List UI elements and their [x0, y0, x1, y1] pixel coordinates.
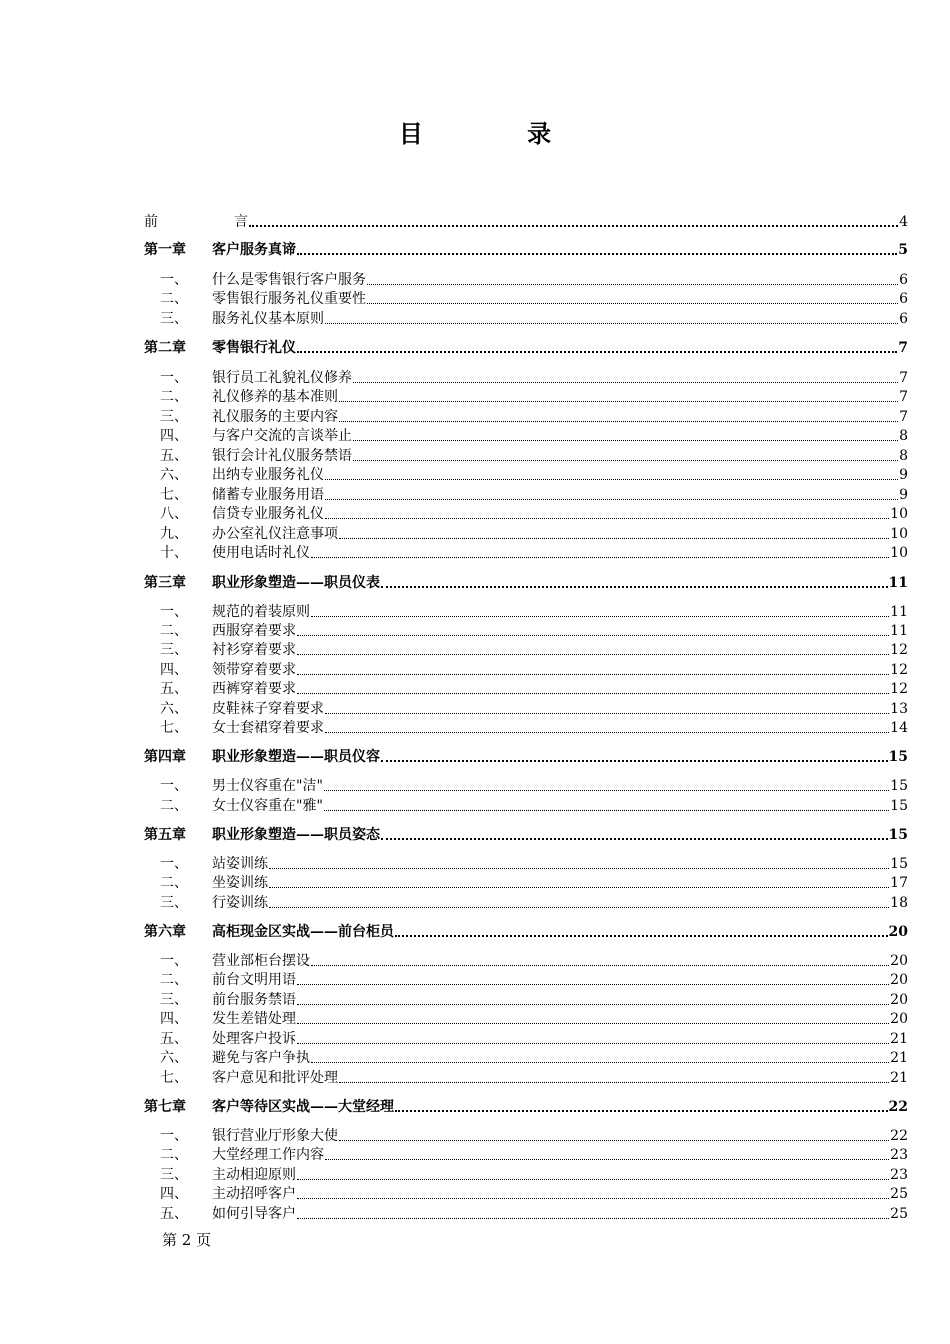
toc-section-entry[interactable] [144, 991, 908, 1009]
toc-entry-number: 第六章 [144, 924, 186, 940]
toc-chapter-entry[interactable] [144, 339, 908, 357]
toc-entry-number: 四、 [160, 1186, 188, 1202]
toc-entry-label: 礼仪修养的基本准则 [212, 389, 338, 405]
toc-entry-label: 什么是零售银行客户服务 [212, 272, 366, 288]
toc-entry-number: 六、 [160, 701, 188, 717]
toc-entry-number: 二、 [160, 1147, 188, 1163]
toc-section-entry[interactable] [144, 680, 908, 698]
toc-entry-number: 四、 [160, 662, 188, 678]
toc-entry-number: 一、 [160, 953, 188, 969]
toc-entry-page: 6 [899, 311, 908, 327]
toc-chapter-entry[interactable] [144, 241, 908, 259]
toc-entry-label: 礼仪服务的主要内容 [212, 409, 338, 425]
toc-entry-label: 女士套裙穿着要求 [212, 720, 324, 736]
toc-leader-dots [353, 382, 898, 383]
toc-leader-dots [339, 401, 898, 402]
toc-entry-number: 二、 [160, 972, 188, 988]
toc-section-entry[interactable] [144, 1049, 908, 1067]
toc-leader-dots [353, 440, 898, 441]
toc-entry-label: 西服穿着要求 [212, 623, 296, 639]
toc-entry-page: 25 [890, 1186, 908, 1202]
toc-leader-dots [311, 965, 889, 966]
toc-entry-number: 第三章 [144, 575, 186, 591]
toc-entry-number: 三、 [160, 311, 188, 327]
toc-section-entry[interactable] [144, 700, 908, 718]
toc-leader-dots [325, 499, 898, 500]
toc-chapter-entry[interactable] [144, 923, 908, 941]
toc-section-entry[interactable] [144, 1146, 908, 1164]
toc-entry-label: 与客户交流的言谈举止 [212, 428, 352, 444]
toc-entry-number: 七、 [160, 1070, 188, 1086]
toc-entry-page: 21 [890, 1031, 908, 1047]
toc-leader-dots [297, 351, 897, 353]
toc-leader-dots [297, 1023, 889, 1024]
toc-entry-page: 15 [890, 798, 908, 814]
toc-entry-label: 前台文明用语 [212, 972, 296, 988]
toc-entry-page: 9 [899, 487, 908, 503]
toc-entry-page: 9 [899, 467, 908, 483]
toc-leader-dots [381, 586, 888, 588]
toc-entry-number: 二、 [160, 623, 188, 639]
toc-section-entry[interactable] [144, 1166, 908, 1184]
toc-entry-label: 主动相迎原则 [212, 1167, 296, 1183]
toc-leader-dots [324, 810, 889, 811]
toc-leader-dots [297, 253, 897, 255]
toc-entry-page: 4 [899, 214, 908, 230]
toc-entry-page: 22 [890, 1128, 908, 1144]
toc-section-entry[interactable] [144, 719, 908, 737]
toc-section-entry[interactable] [144, 894, 908, 912]
toc-entry-label: 前台服务禁语 [212, 992, 296, 1008]
toc-entry-label: 银行员工礼貌礼仪修养 [212, 370, 352, 386]
toc-leader-dots [381, 838, 888, 840]
toc-chapter-entry[interactable] [144, 826, 908, 844]
toc-entry-label: 衬衫穿着要求 [212, 642, 296, 658]
toc-entry-label: 高柜现金区实战——前台柜员 [212, 924, 394, 940]
toc-entry-number: 五、 [160, 681, 188, 697]
toc-leader-dots [297, 693, 889, 694]
toc-entry-number: 一、 [160, 778, 188, 794]
toc-leader-dots [297, 654, 889, 655]
toc-entry-number: 五、 [160, 448, 188, 464]
toc-section-entry[interactable] [144, 388, 908, 406]
toc-entry-label: 客户等待区实战——大堂经理 [212, 1099, 394, 1115]
toc-entry-label: 客户意见和批评处理 [212, 1070, 338, 1086]
toc-entry-label: 言 [234, 214, 248, 230]
toc-entry-label: 职业形象塑造——职员仪表 [212, 575, 380, 591]
toc-entry-page: 10 [890, 526, 908, 542]
toc-entry-page: 11 [890, 623, 908, 639]
toc-leader-dots [353, 460, 898, 461]
toc-entry-label: 银行营业厅形象大使 [212, 1128, 338, 1144]
toc-entry-number: 三、 [160, 409, 188, 425]
toc-entry-page: 15 [888, 749, 908, 765]
toc-leader-dots [395, 1110, 888, 1112]
toc-chapter-entry[interactable] [144, 574, 908, 592]
toc-entry-label: 站姿训练 [212, 856, 268, 872]
toc-leader-dots [325, 1159, 889, 1160]
toc-leader-dots [325, 732, 889, 733]
toc-section-entry[interactable] [144, 1205, 908, 1223]
toc-entry-label: 女士仪容重在"雅" [212, 798, 323, 814]
toc-entry-page: 11 [888, 575, 908, 591]
toc-leader-dots [297, 1179, 889, 1180]
toc-entry-label: 处理客户投诉 [212, 1031, 296, 1047]
toc-entry-number: 六、 [160, 467, 188, 483]
toc-leader-dots [297, 1198, 889, 1199]
toc-leader-dots [395, 935, 888, 937]
toc-leader-dots [249, 225, 898, 227]
page-title [0, 114, 950, 149]
toc-entry-number: 第四章 [144, 749, 186, 765]
toc-entry-page: 18 [890, 895, 908, 911]
toc-entry-page: 10 [890, 545, 908, 561]
toc-entry-label: 使用电话时礼仪 [212, 545, 310, 561]
toc-entry-number: 一、 [160, 272, 188, 288]
toc-entry-number: 一、 [160, 1128, 188, 1144]
toc-leader-dots [297, 1218, 889, 1219]
toc-leader-dots [325, 479, 898, 480]
toc-entry-label: 规范的着装原则 [212, 604, 310, 620]
toc-entry-number: 五、 [160, 1206, 188, 1222]
toc-leader-dots [324, 790, 889, 791]
toc-entry-number: 二、 [160, 291, 188, 307]
toc-entry-number: 二、 [160, 798, 188, 814]
toc-entry-page: 8 [899, 448, 908, 464]
toc-entry-number: 四、 [160, 1011, 188, 1027]
toc-entry-number: 三、 [160, 642, 188, 658]
page-number: 第 2 页 [162, 1231, 212, 1249]
toc-entry-page: 12 [890, 681, 908, 697]
toc-leader-dots [311, 557, 889, 558]
toc-entry-number: 第七章 [144, 1099, 186, 1115]
toc-entry-number: 十、 [160, 545, 188, 561]
toc-entry-page: 8 [899, 428, 908, 444]
toc-section-entry[interactable] [144, 427, 908, 445]
toc-entry-number: 五、 [160, 1031, 188, 1047]
toc-entry-page: 13 [890, 701, 908, 717]
toc-section-entry[interactable] [144, 641, 908, 659]
toc-entry-number: 一、 [160, 604, 188, 620]
title-char-1: 目 [398, 119, 423, 148]
toc-entry-number: 三、 [160, 1167, 188, 1183]
toc-entry-page: 20 [890, 992, 908, 1008]
toc-section-entry[interactable] [144, 505, 908, 523]
toc-entry-label: 主动招呼客户 [212, 1186, 296, 1202]
toc-entry-label: 行姿训练 [212, 895, 268, 911]
toc-entry-page: 17 [890, 875, 908, 891]
toc-section-entry[interactable] [144, 290, 908, 308]
toc-entry-page: 20 [888, 924, 908, 940]
toc-leader-dots [325, 713, 889, 714]
toc-leader-dots [311, 1062, 889, 1063]
toc-chapter-entry[interactable] [144, 1098, 908, 1116]
toc-entry-page: 14 [890, 720, 908, 736]
toc-section-entry[interactable] [144, 486, 908, 504]
toc-chapter-entry[interactable] [144, 748, 908, 766]
toc-entry-number: 七、 [160, 487, 188, 503]
toc-entry-page: 21 [890, 1070, 908, 1086]
toc-entry-page: 7 [898, 340, 908, 356]
toc-entry-page: 7 [899, 389, 908, 405]
toc-entry-page: 15 [890, 778, 908, 794]
toc-entry-number: 二、 [160, 389, 188, 405]
toc-entry-page: 6 [899, 272, 908, 288]
toc-entry-label: 零售银行礼仪 [212, 340, 296, 356]
toc-leader-dots [339, 1082, 889, 1083]
toc-entry-label: 零售银行服务礼仪重要性 [212, 291, 366, 307]
toc-entry-number: 第五章 [144, 827, 186, 843]
toc-entry-label: 办公室礼仪注意事项 [212, 526, 338, 542]
toc-entry-number: 第二章 [144, 340, 186, 356]
toc-leader-dots [339, 421, 898, 422]
toc-section-entry[interactable] [144, 661, 908, 679]
toc-entry-label: 客户服务真谛 [212, 242, 296, 258]
toc-entry-label: 坐姿训练 [212, 875, 268, 891]
toc-entry-label: 避免与客户争执 [212, 1050, 310, 1066]
toc-entry-number: 一、 [160, 856, 188, 872]
toc-entry-page: 20 [890, 972, 908, 988]
toc-entry-number: 三、 [160, 992, 188, 1008]
toc-entry-label: 储蓄专业服务用语 [212, 487, 324, 503]
toc-entry-page: 22 [888, 1099, 908, 1115]
toc-entry-page: 21 [890, 1050, 908, 1066]
toc-section-entry[interactable] [144, 1010, 908, 1028]
toc-entry-number: 九、 [160, 526, 188, 542]
toc-entry-label: 银行会计礼仪服务禁语 [212, 448, 352, 464]
toc-entry-page: 15 [888, 827, 908, 843]
toc-section-entry[interactable] [144, 1185, 908, 1203]
toc-entry-page: 20 [890, 1011, 908, 1027]
toc-leader-dots [269, 907, 889, 908]
toc-leader-dots [325, 518, 889, 519]
toc-leader-dots [339, 1140, 889, 1141]
toc-section-entry[interactable] [144, 525, 908, 543]
toc-leader-dots [381, 760, 888, 762]
toc-entry-page: 25 [890, 1206, 908, 1222]
toc-entry-label: 领带穿着要求 [212, 662, 296, 678]
toc-entry-page: 12 [890, 662, 908, 678]
toc-entry-page: 6 [899, 291, 908, 307]
toc-leader-dots [339, 538, 889, 539]
toc-entry-label: 西裤穿着要求 [212, 681, 296, 697]
toc-leader-dots [269, 887, 889, 888]
toc-entry-page: 10 [890, 506, 908, 522]
toc-entry-page: 23 [890, 1167, 908, 1183]
toc-entry-page: 7 [899, 409, 908, 425]
toc-chapter-entry[interactable] [144, 213, 908, 231]
toc-section-entry[interactable] [144, 1127, 908, 1145]
toc-entry-page: 20 [890, 953, 908, 969]
toc-section-entry[interactable] [144, 1030, 908, 1048]
toc-entry-label: 营业部柜台摆设 [212, 953, 310, 969]
toc-entry-label: 信贷专业服务礼仪 [212, 506, 324, 522]
toc-entry-number: 前 [144, 214, 158, 230]
toc-leader-dots [297, 1043, 889, 1044]
toc-leader-dots [269, 868, 889, 869]
toc-section-entry[interactable] [144, 603, 908, 621]
toc-entry-page: 12 [890, 642, 908, 658]
toc-entry-page: 15 [890, 856, 908, 872]
toc-section-entry[interactable] [144, 466, 908, 484]
toc-entry-page: 11 [890, 604, 908, 620]
toc-entry-number: 第一章 [144, 242, 186, 258]
toc-leader-dots [297, 984, 889, 985]
toc-entry-label: 发生差错处理 [212, 1011, 296, 1027]
toc-section-entry[interactable] [144, 622, 908, 640]
toc-section-entry[interactable] [144, 447, 908, 465]
toc-leader-dots [325, 323, 898, 324]
toc-entry-number: 四、 [160, 428, 188, 444]
toc-entry-label: 皮鞋袜子穿着要求 [212, 701, 324, 717]
toc-section-entry[interactable] [144, 797, 908, 815]
toc-section-entry[interactable] [144, 1069, 908, 1087]
toc-entry-label: 出纳专业服务礼仪 [212, 467, 324, 483]
toc-leader-dots [311, 616, 889, 617]
toc-entry-page: 5 [898, 242, 908, 258]
toc-entry-number: 六、 [160, 1050, 188, 1066]
toc-entry-label: 服务礼仪基本原则 [212, 311, 324, 327]
toc-entry-number: 二、 [160, 875, 188, 891]
toc-leader-dots [367, 303, 898, 304]
title-char-2: 录 [527, 119, 552, 148]
toc-entry-label: 大堂经理工作内容 [212, 1147, 324, 1163]
toc-section-entry[interactable] [144, 855, 908, 873]
toc-section-entry[interactable] [144, 271, 908, 289]
toc-leader-dots [297, 1004, 889, 1005]
toc-section-entry[interactable] [144, 544, 908, 562]
toc-entry-label: 如何引导客户 [212, 1206, 296, 1222]
toc-section-entry[interactable] [144, 369, 908, 387]
toc-section-entry[interactable] [144, 777, 908, 795]
toc-entry-label: 职业形象塑造——职员仪容 [212, 749, 380, 765]
toc-leader-dots [297, 674, 889, 675]
toc-entry-page: 23 [890, 1147, 908, 1163]
toc-section-entry[interactable] [144, 408, 908, 426]
toc-entry-number: 一、 [160, 370, 188, 386]
toc-section-entry[interactable] [144, 971, 908, 989]
toc-section-entry[interactable] [144, 874, 908, 892]
toc-entry-page: 7 [899, 370, 908, 386]
toc-entry-number: 八、 [160, 506, 188, 522]
toc-leader-dots [297, 635, 889, 636]
toc-entry-number: 三、 [160, 895, 188, 911]
toc-section-entry[interactable] [144, 952, 908, 970]
toc-entry-label: 男士仪容重在"洁" [212, 778, 323, 794]
toc-section-entry[interactable] [144, 310, 908, 328]
toc-entry-number: 七、 [160, 720, 188, 736]
toc-entry-label: 职业形象塑造——职员姿态 [212, 827, 380, 843]
toc-leader-dots [367, 284, 898, 285]
